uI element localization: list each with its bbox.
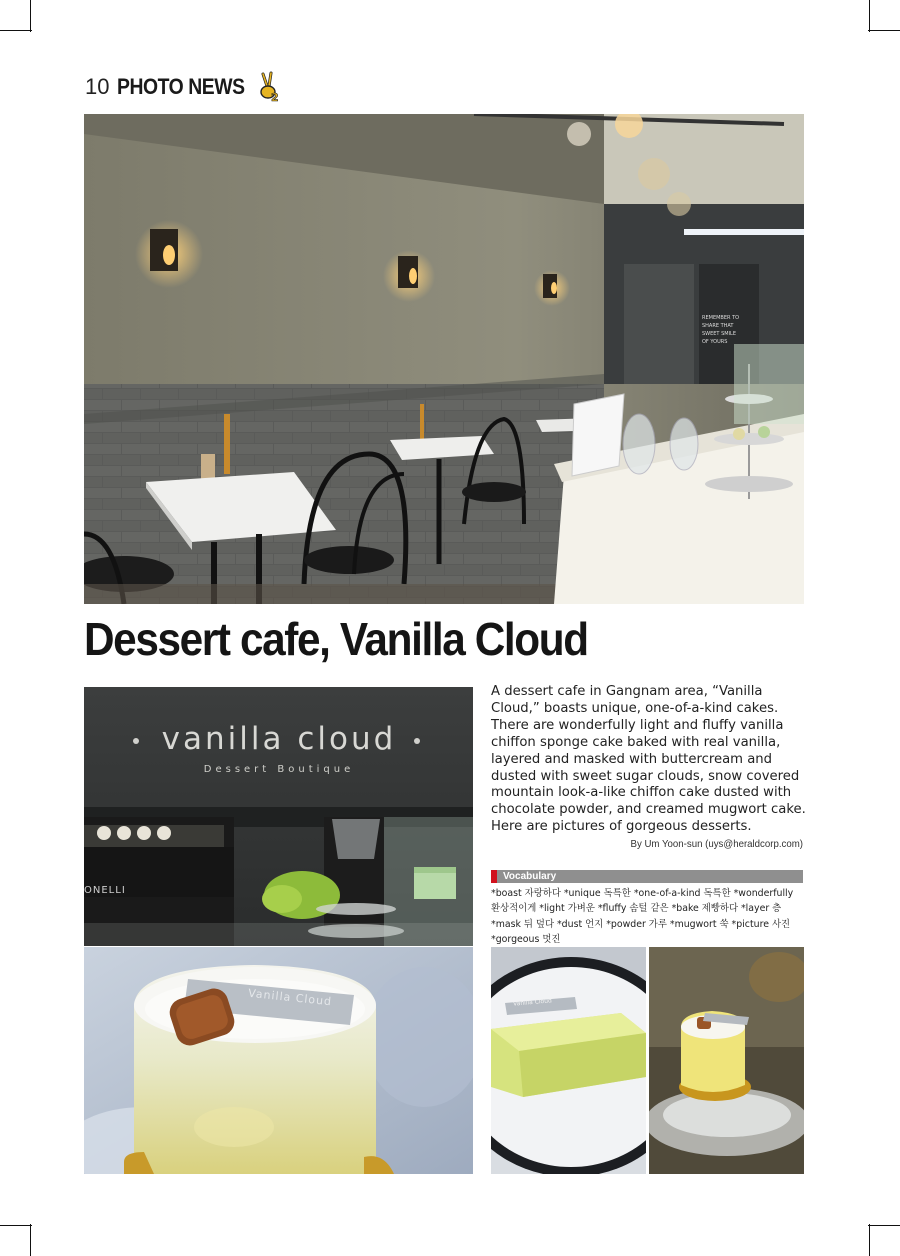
vocabulary-list: *boast 자랑하다 *unique 독특한 *one-of-a-kind 독특한 *wonderfully 환상적이게 *light 가벼운 *fluffy 솜털 같은 *bake 제빵하다 *layer 층 *mask 뒤 덮다 *dust 언지 *powder 가루 *mugwort 쑥 *picture 사진 *gorgeous 멋진 xyxy=(491,888,794,946)
cake-closeup-photo xyxy=(84,947,473,1174)
cafe-interior-illustration xyxy=(84,114,804,604)
bar-cake-tag-text: Vanilla Cloud xyxy=(512,997,553,1008)
vocabulary-label: Vocabulary xyxy=(503,871,557,882)
cake-tag-text: Vanilla Cloud xyxy=(247,986,333,1009)
store-sign-subtext: Dessert Boutique xyxy=(203,764,355,775)
crop-mark xyxy=(0,1225,32,1226)
cafe-interior-photo xyxy=(84,114,804,604)
store-sign-text: vanilla cloud xyxy=(161,721,397,757)
crop-mark xyxy=(869,0,870,32)
svg-text:SWEET SMILE: SWEET SMILE xyxy=(702,331,736,337)
article-byline: By Um Yoon-sun (uys@heraldcorp.com) xyxy=(630,838,803,850)
svg-text:REMEMBER TO: REMEMBER TO xyxy=(702,315,740,321)
crop-mark xyxy=(869,1224,870,1256)
page-number: 10 xyxy=(85,74,110,99)
svg-text:OF YOURS: OF YOURS xyxy=(702,339,728,345)
store-sign-photo xyxy=(84,687,473,946)
svg-text:2: 2 xyxy=(271,91,280,103)
svg-text:SHARE THAT: SHARE THAT xyxy=(702,323,734,329)
page-header xyxy=(85,70,282,104)
v2-hand-logo-icon xyxy=(256,71,282,103)
bar-cake-photo xyxy=(491,947,646,1174)
crop-mark xyxy=(30,1224,31,1256)
crop-mark xyxy=(30,0,31,32)
article-title: Dessert cafe, Vanilla Cloud xyxy=(84,613,588,665)
vocabulary-accent xyxy=(491,870,497,883)
round-cake-photo xyxy=(649,947,804,1174)
crop-mark xyxy=(868,1225,900,1226)
section-title: PHOTO NEWS xyxy=(117,74,246,99)
vocabulary-header-bar xyxy=(491,870,803,883)
machine-brand-text: ONELLI xyxy=(84,885,126,896)
crop-mark xyxy=(0,30,32,31)
crop-mark xyxy=(868,30,900,31)
article-body: A dessert cafe in Gangnam area, “Vanilla Cloud,” boasts unique, one-of-a-kind cakes. There are wonderfully light and fluffy vanilla chiffon sponge cake baked with real vanilla, layered and masked with buttercream and dusted with sweet sugar clouds, snow covered mountain look-a-like chiffon cake dusted with chocolate powder, and creamed mugwort cake. Here are pictures of gorgeous desserts. xyxy=(491,684,806,835)
